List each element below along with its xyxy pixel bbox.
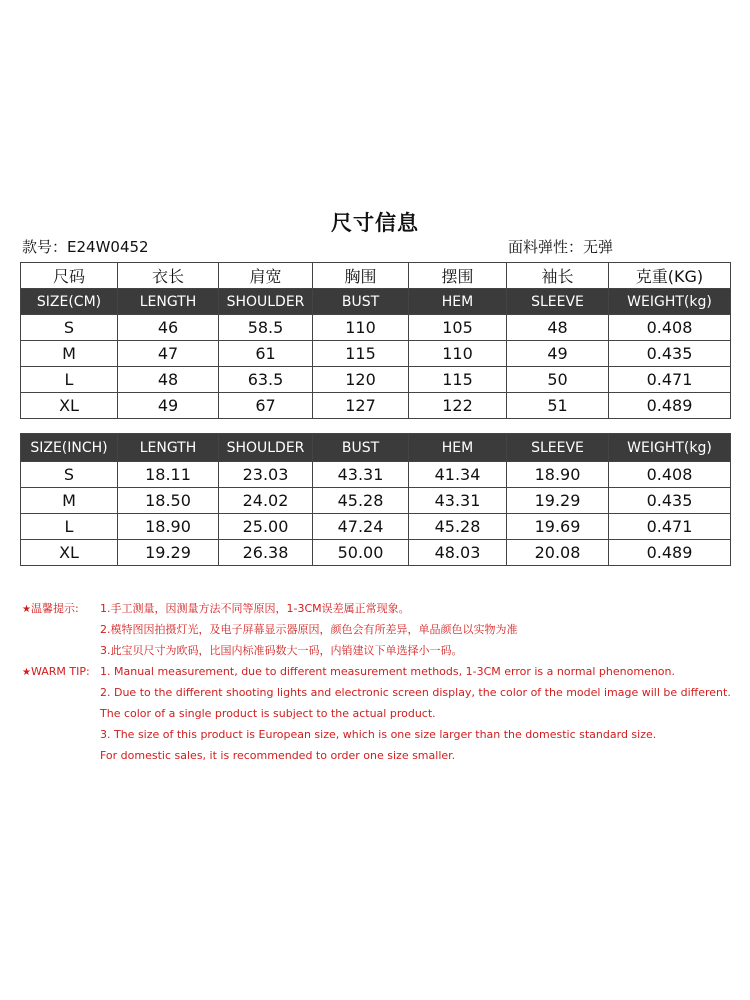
header-cell: 摆围 [409,263,507,289]
header-cell: 衣长 [118,263,219,289]
table-row [21,462,731,488]
header-cell: 袖长 [507,263,609,289]
table-cell: 20.08 [507,540,609,566]
table-cell: 122 [409,393,507,419]
table-cell: 61 [219,341,313,367]
table-cell: 120 [313,367,409,393]
table-row [21,488,731,514]
table-cell: 41.34 [409,462,507,488]
table-cell: 58.5 [219,315,313,341]
header-cell: 尺码 [21,263,118,289]
header-cell: LENGTH [118,434,219,462]
table-cell: 0.408 [609,315,731,341]
cn-tip-label: 温馨提示: [30,602,79,615]
table-cell: 47 [118,341,219,367]
style-number: 款号：E24W0452 [22,238,149,256]
table-cell: 67 [219,393,313,419]
table-cell: 48 [118,367,219,393]
table-cell: 0.489 [609,540,731,566]
table-cell: 46 [118,315,219,341]
note-line [22,598,738,619]
table-cell: L [21,514,118,540]
table-cell: 19.29 [507,488,609,514]
table-cell: 50 [507,367,609,393]
table-cell: 48.03 [409,540,507,566]
table-row [21,341,731,367]
table-cell: 19.29 [118,540,219,566]
header-cell: 肩宽 [219,263,313,289]
en-header-row [21,289,731,315]
header-cell: BUST [313,289,409,315]
header-cell: 胸围 [313,263,409,289]
note-line [22,661,738,682]
table-cell: 110 [409,341,507,367]
header-cell: 克重(KG) [609,263,731,289]
table-row [21,315,731,341]
note-line [22,703,738,724]
header-cell: SHOULDER [219,289,313,315]
table-cell: 51 [507,393,609,419]
header-cell: SLEEVE [507,289,609,315]
header-cell: HEM [409,289,507,315]
table-cell: 25.00 [219,514,313,540]
header-cell: WEIGHT(kg) [609,434,731,462]
note-line [22,724,738,745]
table-cell: S [21,315,118,341]
table-cell: 48 [507,315,609,341]
table-row [21,514,731,540]
table-cell: 26.38 [219,540,313,566]
table-cell: 63.5 [219,367,313,393]
table-cell: 105 [409,315,507,341]
header-cell: SIZE(INCH) [21,434,118,462]
cn-tip-text: 3.此宝贝尺寸为欧码，比国内标准码数大一码，内销建议下单选择小一码。 [100,644,463,657]
table-cell: 127 [313,393,409,419]
table-cell: 50.00 [313,540,409,566]
page-title: 尺寸信息 [331,211,419,235]
table-cell: 45.28 [409,514,507,540]
table-cell: XL [21,393,118,419]
cn-tip-text: 1.手工测量，因测量方法不同等原因，1-3CM误差属正常现象。 [100,602,410,615]
table-cell: 18.11 [118,462,219,488]
table-cell: 0.435 [609,341,731,367]
header-cell: SIZE(CM) [21,289,118,315]
table-cell: XL [21,540,118,566]
table-cell: 0.471 [609,367,731,393]
header-cell: WEIGHT(kg) [609,289,731,315]
table-cell: 23.03 [219,462,313,488]
header-cell: HEM [409,434,507,462]
table-cell: 115 [409,367,507,393]
warm-tips [22,598,738,766]
table-cell: 0.489 [609,393,731,419]
table-cell: 43.31 [313,462,409,488]
table-cell: 24.02 [219,488,313,514]
table-row [21,540,731,566]
note-line [22,745,738,766]
table-cell: 18.90 [507,462,609,488]
header-cell: SLEEVE [507,434,609,462]
en-tip-text: For domestic sales, it is recommended to order one size smaller. [100,749,456,762]
table-cell: M [21,488,118,514]
table-cell: 47.24 [313,514,409,540]
table-cell: 0.408 [609,462,731,488]
size-table-inch [20,433,731,566]
table-row [21,393,731,419]
en-header-row [21,434,731,462]
en-tip-label: WARM TIP: [30,665,90,678]
star-icon: ★ [22,667,31,678]
en-tip-text: 1. Manual measurement, due to different measurement methods, 1-3CM error is a normal phenomenon. [100,665,676,678]
header-cell: BUST [313,434,409,462]
table-cell: L [21,367,118,393]
table-cell: M [21,341,118,367]
en-tip-text: 3. The size of this product is European size, which is one size larger than the domestic standard size. [100,728,657,741]
table-cell: 19.69 [507,514,609,540]
header-cell: SHOULDER [219,434,313,462]
size-table-cm [20,262,731,419]
table-cell: 18.50 [118,488,219,514]
cn-tip-text: 2.模特图因拍摄灯光，及电子屏幕显示器原因，颜色会有所差异，单品颜色以实物为准 [100,623,518,636]
en-tip-text: 2. Due to the different shooting lights and electronic screen display, the color of the model image will be different. [100,686,731,699]
cn-header-row [21,263,731,289]
table-cell: 49 [507,341,609,367]
note-line [22,619,738,640]
table-row [21,367,731,393]
note-line [22,640,738,661]
header-cell: LENGTH [118,289,219,315]
star-icon: ★ [22,604,31,615]
note-line [22,682,738,703]
en-tip-text: The color of a single product is subject to the actual product. [100,707,436,720]
table-cell: 0.435 [609,488,731,514]
table-cell: 115 [313,341,409,367]
table-cell: 110 [313,315,409,341]
table-cell: 49 [118,393,219,419]
table-cell: 0.471 [609,514,731,540]
table-cell: S [21,462,118,488]
table-cell: 18.90 [118,514,219,540]
table-cell: 45.28 [313,488,409,514]
fabric-elasticity: 面料弹性：无弹 [508,238,614,256]
table-cell: 43.31 [409,488,507,514]
